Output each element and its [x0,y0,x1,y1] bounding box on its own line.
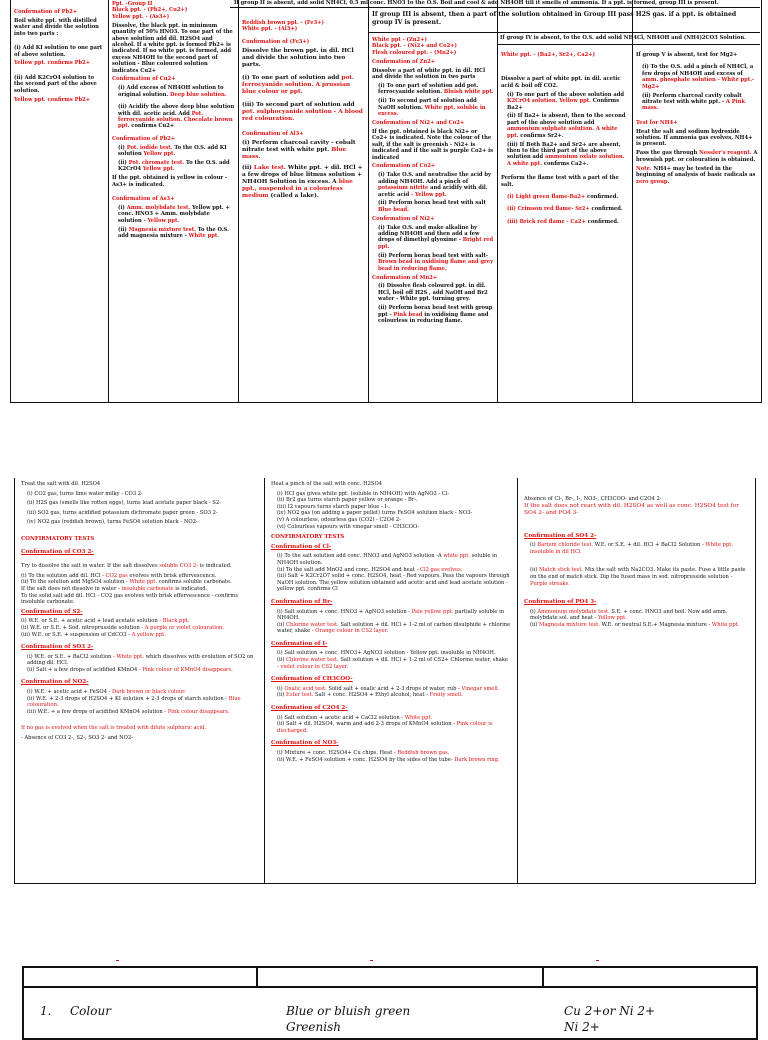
ac-title: Confirmation of CH3COO- [271,676,353,683]
cl-i: (i) To the salt solution add conc. HNO3 and AgNO3 solution -A [277,553,442,560]
mg-ii: (ii) Perform charcoal cavity cobalt nitrate test with white ppt. - [642,92,742,105]
ni-i: (i) Take O.S. and make alkaline by adding NH4OH and then add a few drops of dimethyl glyoxime - [378,224,480,244]
inference-2: Ni 2+ [564,1020,600,1034]
zn-ii: (ii) To second part of solution add NaOH solution. [378,98,477,111]
co3-b: (i) To the solution add dil. HCl - [21,572,104,579]
pb-intro: Boil white ppt. with distilled water and divide the solution into two parts : [14,17,99,37]
g3-head-1: Reddish brown ppt. - (Fe3+) [242,20,324,26]
g4-head-1: White ppt - (Zn2+) [372,37,427,43]
s-ii: (ii) W.E. or S.E. + Sod. nitroprusside solution - [21,624,144,631]
flame-3-t: confirmed. [587,218,619,225]
co-i-t: and acidify with dil. acetic acid [378,185,488,198]
as-ii-r2: White ppt. [188,233,220,240]
po4-ii: (ii) [530,621,538,628]
cl-ii-r: Cl2 gas evolves. [419,566,463,573]
co-i-r2: - Yellow ppt. [411,191,447,198]
pb-result-1: Yellow ppt. confirms Pb2+ [14,60,91,67]
po4-title: Confirmation of PO4 3- [524,599,597,606]
br-ii-r: Chlorine water test. [286,621,339,628]
mn-ii-r: Pink bead [393,311,423,318]
as-ii-r: Magnesia mixture test. [128,226,196,233]
co3-b-r: CO2 gas [105,572,128,579]
br-ii-r2: Orange colour in CS2 layer. [315,628,389,635]
g4-head-2: Black ppt. - (Ni2+ and Co2+) [372,43,457,50]
zn-intro: Dissolve a part of white ppt. in dil. HCl and divide the solution in two parts [372,67,486,81]
no3-i: (i) Mixture + conc. H2SO4+ Cu chips. Heat - [277,750,396,756]
c2-t1: (i) HCl gas gives white ppt. (soluble in NH4OH) with AgNO3 - Cl- [277,490,450,497]
ac-i: (i) [277,685,283,692]
mg-ii-r: A Pink mass. [642,98,745,112]
as-i: (i) [118,205,125,212]
g2-head-3: Yellow ppt. - (As3+) [112,13,170,20]
pb-step-2: (ii) Add K2CrO4 solution to the second part of the above solution. [14,74,97,94]
co-ii: (ii) Perform borax bead test with salt [378,200,486,207]
so3-i: (i) W.E. or S.E. + BaCl2 solution - [27,653,115,660]
fe-ii: (iii) To second part of solution add [242,101,355,108]
mg-i-r: amm. phosphate solution - White ppt.- Mg2+ [642,77,755,90]
so4-i: (i) [530,542,536,549]
row-label: Colour [70,1004,111,1018]
nh4-t2-r: Nessler's reagent. [699,150,752,157]
pb2-ii-t: To the O.S. add K2CrO4 [118,160,230,173]
c2-t4: (iv) NO2 gas (on adding a paper pellet) turns FeSO4 solution black - NO3- [277,510,473,517]
mg-i: (i) To the O.S. add a pinch of NH4Cl, a few drops of NH4OH and excess of [642,64,754,77]
zn-ii-r: White ppt. soluble in excess. [378,104,486,118]
col-group2 [109,0,239,402]
pb2-i-t: To the O.S. add KI solution [118,144,227,158]
iod-ii: (ii) [277,657,285,664]
c2-t2: (ii) Br2 gas turns starch paper yellow or orange - Br-. [277,497,418,504]
col-group4 [369,0,498,402]
nh4-t1: Heat the salt and sodium hydroxide solution. If ammonia gas evolves, NH4+ is present. [636,128,753,148]
ni-ii-r: Brown bead in oxidising flame and grey bead in reducing flame. [378,259,494,272]
as-title: Confirmation of As3+ [112,196,175,203]
pb2-ii-r2: Yellow ppt. [142,166,175,173]
iod-ii-r: Chlorine water test. [286,657,339,664]
no3-title: Confirmation of NO3- [271,740,339,747]
cl-iii: (iii) Salt + K2Cr2O7 solid + conc. H2SO4, heat - Red vapours. Pass the vapours through NaOH solution. The yellow solution obtained add acetic acid and lead acetate solution - yellow ppt. confirms Cl [277,573,510,593]
observation-1: Blue or bluish green [286,1004,411,1018]
so3-ii-r: Pink colour of KMnO4 disappears. [142,666,233,673]
c2-top: Heat a pinch of the salt with conc. H2SO4 [271,481,383,487]
c3-top: Absence of Cl-, Br-, I-, NO3-, CH3COO- and C2O4 2- [524,496,662,502]
ox-ii-r: Pink colour is discharged. [277,721,493,734]
flame-3-r: (iii) Brick red flame - Ca2+ [507,218,586,225]
as-i-t: Yellow ppt. + conc. HNO3 + Amm. molybdate solution - [118,205,230,224]
ac-i-r: Oxalic acid test. [284,685,327,692]
br-ii: (ii) [277,621,285,628]
s-ii-r: A purple or violet colouration. [144,624,224,631]
g5-iii-r: ammonium oxlate solution. A white ppt. [507,154,625,167]
al-title: Confirmation of Al3+ [242,130,304,137]
cl-i-t: soluble in NH4OH solution. [277,553,498,566]
mg-head: If group V is absent, test for Mg2+ [636,52,738,58]
ox-i: (i) Salt solution + acetic acid + CaCl2 solution - [277,714,404,721]
ac-i-t: Solid salt + oxalic acid + 2-3 drops of water, rub - [328,685,460,692]
br-title: Confirmation of Br- [271,598,333,605]
header-tick-1 [116,960,119,961]
pb2-i-r2: Yellow ppt. [143,151,176,158]
g5-head: White ppt. - (Ba2+, Sr2+, Ca2+) [501,52,596,58]
no2-title: Confirmation of NO2- [21,679,89,686]
s-iii: (iii) W.E. or S.E. + suspension of CdCO3 - [21,631,130,638]
co3-e: To the solid salt add dil. HCl - CO2 gas evolves with brisk effervescence - confirms insoluble carbonate. [21,592,238,606]
col-mg [633,0,761,402]
iod-ii-r2: violet colour in CS2 layer. [280,663,349,670]
flame-test: Perform the flame test with a part of the salt. [501,175,619,188]
ni-i-r: Bright red ppt. [378,237,494,250]
g5-iii: (iii) If Both Ba2+ and Sr2+ are absent, then to the third part of the above solution add [507,141,621,161]
fe-i: (i) To one part of solution add [242,74,340,81]
note-t: NH4+ may be tested in the beginning of analysis of basic radicals as [636,165,756,179]
c3-top-r: If the salt does not react with dil. H2SO4 as well as conc. H2SO4 test for SO4 2- and PO4 3- [524,502,740,516]
observation-header-row [24,968,756,988]
g5-ii-end: confirms Sr2+. [520,132,564,139]
nh4-t2-end: A brownish ppt. or colouration is obtained. [636,150,758,163]
s-i-r: Black ppt. [162,618,190,625]
iod-title: Confirmation of I- [271,640,328,647]
header-divider-2 [542,968,544,986]
so3-i-r: White ppt. [116,653,144,660]
po4-ii-r: Magnesia mixture test. [539,621,600,628]
po4-ii-r2: White ppt. [711,621,740,628]
al-ii-t: White ppt. + dil. HCl + a few drops of blue litmus solution + NH4OH Solution in excess. A [242,164,363,185]
nh4-t2: Pass the gas through [636,150,698,157]
mn-ii-t: in oxidising flame and colourless in reducing flame. [378,311,489,324]
so4-i-r2: White ppt. insoluble in dil HCl [530,542,733,555]
ac-i-r2: Vinegar smell. [461,685,500,692]
so4-ii-r2: Purple streaks. [530,580,570,587]
pb2-ii: (ii) [118,160,127,167]
cl-ii: (ii) To the salt add MnO2 and conc. H2SO4 and heat - [277,566,419,573]
co-title: Confirmation of Co2+ [372,163,436,170]
po4-i: (i) [530,608,536,615]
observation-2: Greenish [286,1020,341,1034]
group5-banner: If group IV is absent, to the O.S. add solid NH4Cl, NH4OH and (NH4)2CO3 Solution. [497,33,760,45]
co3-c: (ii) To the solution add MgSO4 solution - [21,579,128,586]
po4-i-r: Ammonium molybdate test. [537,608,610,615]
fe-i-r: pot. ferrocyanide solution. A prussian blue colour or ppt. [242,74,355,95]
br-ii-t: Salt solution + dil. HCl + 1-2 ml of carbon disulphide + chlorine water, shake - [277,621,511,635]
zn-i: (i) To one part of solution add pot. ferrocyanide solution. [378,82,479,96]
ni-title: Confirmation of Ni2+ [372,215,435,222]
so4-i-t: W.E. or S.E. + dil. HCl + BaCl2 Solution - [594,542,704,549]
ni-ii: (ii) Perform borax bead test with salt- [378,252,489,259]
anion-table [14,478,756,884]
c1-top: Treat the salt with dil. H2SO4 [21,481,101,487]
co3-c-r: White ppt. [129,579,157,586]
cl-title: Confirmation of Cl- [271,543,332,550]
fe-intro: Dissolve the brown ppt. in dil. HCl and divide the solution into two parts. [242,47,354,68]
co3-d-r: insoluble carbonate [121,585,174,592]
g5-intro: Dissolve a part of white ppt. in dil. acetic acid & boil off CO2. [501,76,621,89]
nico-title: Confirmation of Ni2+ and Co2+ [372,119,465,126]
no2-i-r: Dark brown or black colour. [112,689,186,696]
so3-i-t: which dissolves with evolution of SO2 on adding dil. HCl. [27,653,254,667]
pb-title: Confirmation of Pb2+ [14,9,78,15]
no2-ii: (ii) W.E. + 2-3 drops of H2SO4 + KI solution + 2-3 drops of starch solution - [27,695,228,702]
iod-ii-t: Salt solution + dil. HCl + 1-2 ml of CS2+ Chlorine water, shake - [277,657,509,670]
al-ii-end: (called a lake). [270,192,319,199]
header-tick-3 [596,960,599,961]
pb2-i: (i) [118,144,125,151]
group3-banner: If group II is absent, add solid NH4Cl, 0.5 ml conc. HNO3 to the O.S. Boil and cool & add NH4OH till it smells of ammonia. If a ppt. is formed, group III is present. [230,0,760,8]
c2-confirm: CONFIRMATORY TESTS [271,534,345,541]
po4-i-t: S.E. + conc. HNO3 and boil. Now add amm. molybdate sol. and heat - [530,608,728,622]
ac-ii-t: Salt + conc. H2SO4 + Ethyl alcohol, heat - [314,692,428,699]
flame-2-t: confirmed. [591,206,623,213]
no3-ii: (ii) W.E. + FeSO4 solution + conc. H2SO4 by the sides of the tube- [277,756,453,763]
mn-i: (i) Dissolve flesh coloured ppt. in dil. HCl, boil off H2S , add NaOH and Br2 water - White ppt. turning grey. [378,283,488,303]
c1-t4: (iv) NO2 gas (reddish brown), turns FeSO4 solution black - NO2- [27,519,198,526]
g5-i-end: Confirms Ba2+ [507,98,620,111]
header-tick-2 [370,960,373,961]
col-group5 [498,0,633,402]
no2-i: (i) W.E. + acetic acid + FeSO4 - [27,689,111,696]
fe-title: Confirmation of (Fe3+) [242,38,310,45]
no3-ii-r: Dark brown ring. [454,756,500,763]
pb2-ii-r: Pot. chromate test. [128,160,185,167]
c2-t3: (iii) I2 vapours turns starch paper blue - I-. [277,503,390,510]
observation-table [22,966,758,1040]
iod-i: (i) Salt solution + conc. HNO3+ AgNO3 solution - Yellow ppt. insoluble in NH4OH. [277,650,496,657]
ox-i-r: White ppt. [404,714,433,721]
no3-i-r: Reddish brown gas. [397,750,450,756]
as-ii-t: To the O.S. add magnesia mixture - [118,226,229,240]
cu-result-2: Pot. ferrocyanide solution. Chocolate brown ppt. [118,110,233,130]
group4-banner: If group III is absent, then a part of the solution obtained in Group III pass H2S gas. if a ppt. is obtained group IV is present. [368,9,760,33]
as-ii: (ii) [118,226,127,233]
co3-title: Confirmation of CO3 2- [21,548,94,555]
pb-step-1: (i) Add KI solution to one part of above solution. [14,45,103,58]
co3-b-end: evolves with brisk effervescence. [129,572,217,579]
co3-a-r: soluble CO3 2- [159,563,198,570]
c1-t3: (iii) SO2 gas, turns acidified potassium dichromate paper green - SO3 2- [27,509,218,516]
fe-ii-r: pot. sulphocyanide solution - A blood red colouration. [242,108,363,122]
c1-end-r: If no gas is evolved when the salt is treated with dilute sulphuric acid. [21,725,207,732]
flame-1-r: (i) Light green flame-Ba2+ [507,194,586,200]
as-i-r: Amm. molybdate test. [126,205,191,212]
g5-i: (i) To one part of the above solution add [507,91,624,98]
cu-result-1: Deep blue solution. [170,91,227,98]
ac-ii-r2: Fruity smell. [429,692,463,699]
g2-head-1: Ppt. -Group II [112,1,153,7]
co3-d-end: is indicated. [175,585,208,592]
col-group1 [11,0,109,402]
pb-result-2: Yellow ppt. confirms Pb2+ [14,96,91,103]
s-i: (i) W.E. or S.E. + acetic acid + lead acetate solution - [21,618,162,625]
as-note: If the ppt. obtained is yellow in colour - As3+ is indicated. [112,175,228,188]
s-title: Confirmation of S2- [21,608,83,615]
ac-ii-r: Ester test. [286,692,314,699]
cu-title: Confirmation of Cu2+ [112,76,176,83]
zn-title: Confirmation of Zn2+ [372,58,436,65]
mn-ii: (ii) Perform borax bead test with group ppt - [378,305,493,318]
col-group3 [239,0,369,402]
g2-intro: Dissolve, the black ppt. in minimum quantity of 50% HNO3. To one part of the above solution add dil. H2SO4 and alcohol. If a white ppt. is formed Pb2+ is indicated. If no white ppt. is formed, add excess NH4OH to the second part of solution - Blue coloured solution indicates Cu2+ [112,22,233,74]
co-i-r: potassium nitrite [378,185,429,192]
al-i-r: Blue mass. [242,146,347,160]
po4-ii-t: W.E. or neutral S.E.+ Magnesia mixture - [601,621,711,628]
so3-ii: (ii) Salt + a few drops of acidified KMnO4 - [27,666,141,673]
al-ii-r: Lake test. [253,164,286,171]
c2-t5: (v) A colourless, odourless gas (CO2) - C2O4 2- [277,516,401,523]
no2-iii-r: Pink colour disappears. [167,708,230,715]
ox-ii: (ii) Salt + dil. H2SO4, warm and add 2-3 drops of KMnO4 solution - [277,721,455,728]
ox-title: Confirmation of C2O4 2- [271,705,348,712]
anion-page [0,478,768,888]
al-ii: (ii) [242,164,252,171]
observation-page [0,958,768,1034]
so4-ii-t: Mix the salt with Na2CO3. Make its paste. Fuse a little paste on the end of match stick. Dip the fused mass in sod. nitroprusside solution - [530,567,746,580]
anion-col-conc [265,478,518,883]
g5-iii-end: confirms Ca2+. [543,160,589,167]
co-ii-r: Blue bead. [378,206,409,213]
nico-intro: If the ppt. obtained is black Ni2+ or Co2+ is indicated. Note the colour of the salt, if the salt is greenish - Ni2+ is indicated and if the salt is purple Co2+ is indicated [372,128,494,161]
c1-t1: (i) CO2 gas, turns lime water milky - CO3 2- [27,490,143,497]
no2-iii: (iii) W.E. + a few drops of acidified KMnO4 solution - [27,708,167,715]
co3-c-end: confirms soluble carbonate. [158,579,232,586]
so4-title: Confirmation of SO4 2- [524,532,597,539]
c1-end-t: - Absence of CO3 2-, S2-, SO3 2- and NO2- [21,735,133,742]
g2-head-2: Black ppt. - (Pb2+, Cu2+) [112,7,188,14]
cl-i-r: white ppt. [443,553,470,560]
s-iii-r: A yellow ppt. [131,631,166,638]
top-page [0,0,768,405]
co3-a: Try to dissolve the salt in water. If the salt dissolves [21,563,158,570]
g4-head-3: Flesh coloured ppt. - (Mn2+) [372,49,457,56]
row-number: 1. [40,1004,52,1018]
br-i: (i) Salt solution + conc. HNO3 + AgNO3 solution - [277,608,411,615]
cu-end-2: confirms Cu2+ [131,123,175,130]
co3-a-end: is indicated. [199,563,232,570]
al-ii-r2: blue ppt., suspended in a colourless medium [242,178,353,199]
note-r: Note. [636,165,652,172]
g5-ii: (ii) If Ba2+ is absent, then to the second part of the above solution add [507,113,626,126]
po4-i-r2: Yellow ppt. [597,615,627,622]
nh4-title: Test for NH4+ [636,119,678,126]
br-i-r: Pale yellow ppt. [411,608,454,615]
co3-d: If the salt does not dissolve in water - [21,585,120,592]
header-divider-1 [256,968,258,986]
so4-i-r: Barium chloride test. [537,542,594,549]
zn-i-r: Bluish white ppt. [443,89,494,96]
as-i-r2: Yellow ppt. [147,217,180,224]
g3-head-2: White ppt. - (Al3+) [242,26,298,33]
c1-confirm: CONFIRMATORY TESTS [21,535,95,542]
cu-step-1: (i) Add excess of NH4OH solution to original solution. [118,85,224,98]
flame-1-t: confirmed. [587,194,619,200]
so4-ii-r: Match stick test. [539,567,584,574]
inference-1: Cu 2+or Ni 2+ [564,1004,656,1018]
no2-ii-r: Blue colouration. [27,695,241,709]
ac-ii: (ii) [277,692,285,699]
g5-ii-r: ammonium sulphate solution. A white ppt. [507,126,618,139]
anion-col-sulphate [518,478,755,883]
c1-t2: (ii) H2S gas (smells like rotten eggs), turns lead acetate paper black - S2- [27,500,221,507]
flame-2-r: (ii) Crimson red flame- Sr2+ [507,206,590,213]
pb2-i-r: Pot. iodide test. [126,144,173,151]
cu-step-2: (ii) Acidify the above deep blue solution with dil. acetic acid. Add [118,104,235,117]
cation-table [10,0,762,403]
br-i-t: partially soluble in NH4OH. [277,608,505,622]
pb2-title: Confirmation of Pb2+ [112,135,176,142]
anion-col-dilute [15,478,265,883]
g5-i-r: K2CrO4 solution. Yellow ppt. [507,98,591,105]
note-r2: zero group. [636,178,670,185]
so4-ii: (ii) [530,567,538,574]
al-i: (i) Perform charcoal cavity - cobalt nitrate test with white ppt. [242,139,356,153]
so3-title: Confirmation of SO3 2- [21,644,94,651]
mn-title: Confirmation of Mn2+ [372,274,438,281]
co-i: (i) Take O.S. and neutralise the acid by adding NH4OH. Add a pinch of [378,172,492,185]
c2-t6: (vi) Colourless vapours with vinegar smell - CH3COO- [277,523,420,530]
